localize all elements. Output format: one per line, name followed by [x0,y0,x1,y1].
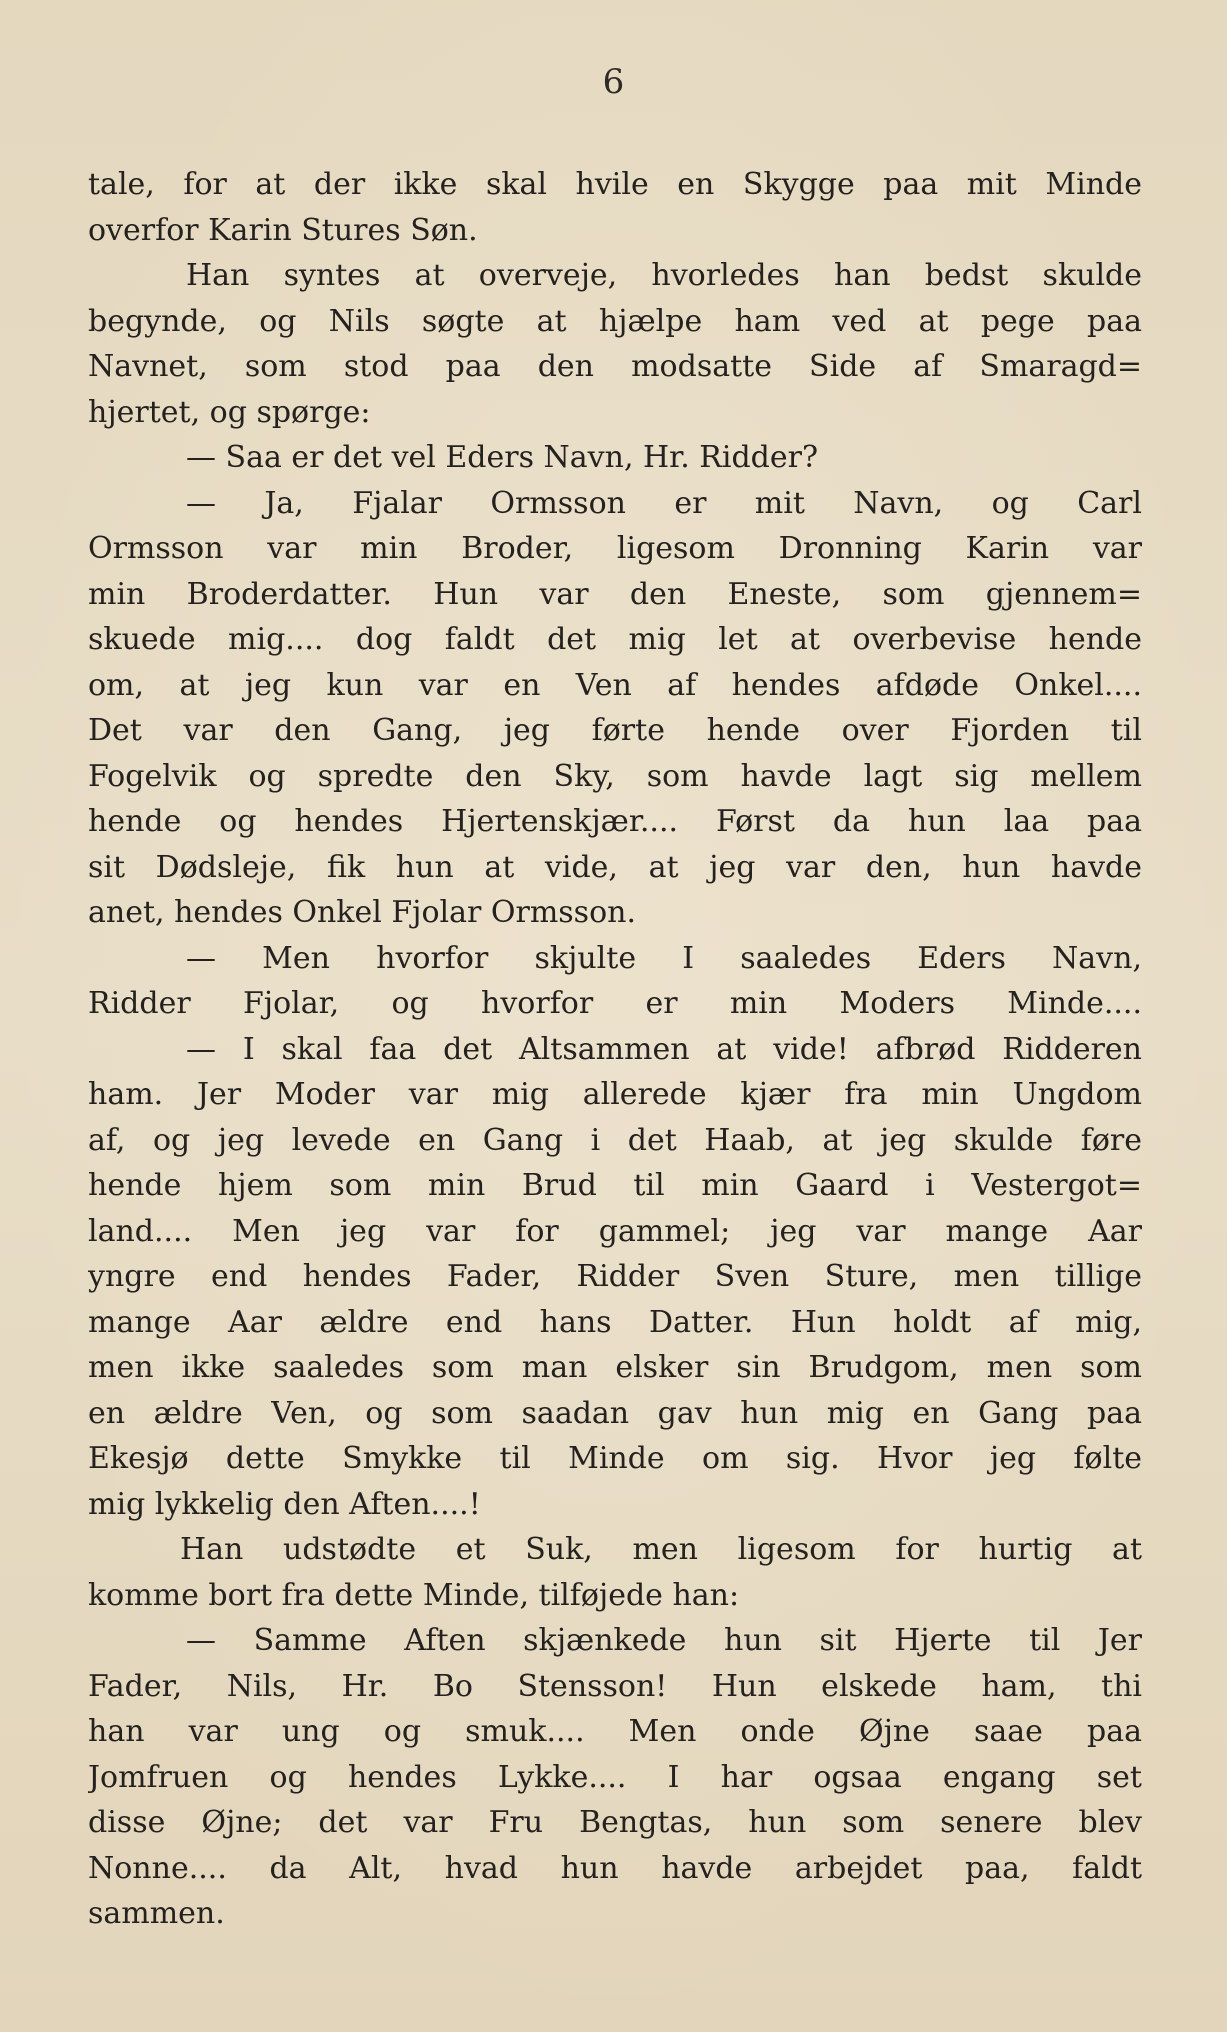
text-line: land.... Men jeg var for gammel; jeg var mange Aar [88,1213,1142,1249]
body-text [88,162,1142,1937]
text-line: yngre end hendes Fader, Ridder Sven Sture, men tillige [88,1259,1142,1294]
text-line: hjertet, og spørge: [88,394,371,430]
text-line: — Ja, Fjalar Ormsson er mit Navn, og Carl [186,485,1142,521]
text-line: overfor Karin Stures Søn. [88,212,478,248]
text-line: — I skal faa det Altsammen at vide! afbrød Ridderen [186,1031,1142,1067]
text-line: — Saa er det vel Eders Navn, Hr. Ridder? [186,440,819,475]
text-line: ham. Jer Moder var mig allerede kjær fra min Ungdom [88,1077,1142,1112]
text-line: hende hjem som min Brud til min Gaard i Vestergot= [88,1168,1142,1203]
text-line: Ekesjø dette Smykke til Minde om sig. Hvor jeg følte [88,1441,1142,1476]
text-line: disse Øjne; det var Fru Bengtas, hun som senere blev [88,1805,1142,1840]
text-line: mig lykkelig den Aften....! [88,1486,481,1522]
text-line: mange Aar ældre end hans Datter. Hun holdt af mig, [88,1304,1142,1340]
text-line: min Broderdatter. Hun var den Eneste, som gjennem= [88,576,1142,612]
text-line: Fader, Nils, Hr. Bo Stensson! Hun elskede ham, thi [88,1668,1142,1704]
text-line: skuede mig.... dog faldt det mig let at overbevise hende [88,622,1142,657]
text-line: anet, hendes Onkel Fjolar Ormsson. [88,895,636,930]
text-line: om, at jeg kun var en Ven af hendes afdøde Onkel.... [88,667,1142,703]
text-line: Jomfruen og hendes Lykke.... I har ogsaa engang set [88,1759,1142,1795]
text-line: af, og jeg levede en Gang i det Haab, at jeg skulde føre [88,1122,1142,1158]
text-line: Ridder Fjolar, og hvorfor er min Moders Minde.... [88,986,1142,1021]
text-line: Navnet, som stod paa den modsatte Side af Smaragd= [88,349,1142,384]
text-line: Det var den Gang, jeg førte hende over Fjorden til [88,713,1142,748]
text-line: Nonne.... da Alt, hvad hun havde arbejdet paa, faldt [88,1850,1142,1886]
text-line: sammen. [88,1896,225,1931]
text-line: men ikke saaledes som man elsker sin Brudgom, men som [88,1350,1142,1385]
text-line: tale, for at der ikke skal hvile en Skygge paa mit Minde [88,167,1142,202]
page-number: 6 [602,62,625,102]
text-line: Han udstødte et Suk, men ligesom for hurtig at [180,1532,1142,1567]
text-line: sit Dødsleje, fik hun at vide, at jeg var den, hun havde [88,849,1142,885]
text-line: Fogelvik og spredte den Sky, som havde lagt sig mellem [88,758,1142,794]
text-line: hende og hendes Hjertenskjær.... Først da hun laa paa [88,804,1142,839]
text-line: komme bort fra dette Minde, tilføjede han: [88,1577,740,1613]
text-line: — Men hvorfor skjulte I saaledes Eders Navn, [186,940,1142,976]
text-line: Han syntes at overveje, hvorledes han bedst skulde [186,258,1142,293]
text-line: han var ung og smuk.... Men onde Øjne saae paa [88,1714,1142,1749]
text-line: — Samme Aften skjænkede hun sit Hjerte til Jer [186,1623,1142,1658]
text-line: en ældre Ven, og som saadan gav hun mig en Gang paa [88,1395,1142,1431]
text-line: Ormsson var min Broder, ligesom Dronning Karin var [88,531,1142,566]
text-line: begynde, og Nils søgte at hjælpe ham ved at pege paa [88,303,1142,339]
